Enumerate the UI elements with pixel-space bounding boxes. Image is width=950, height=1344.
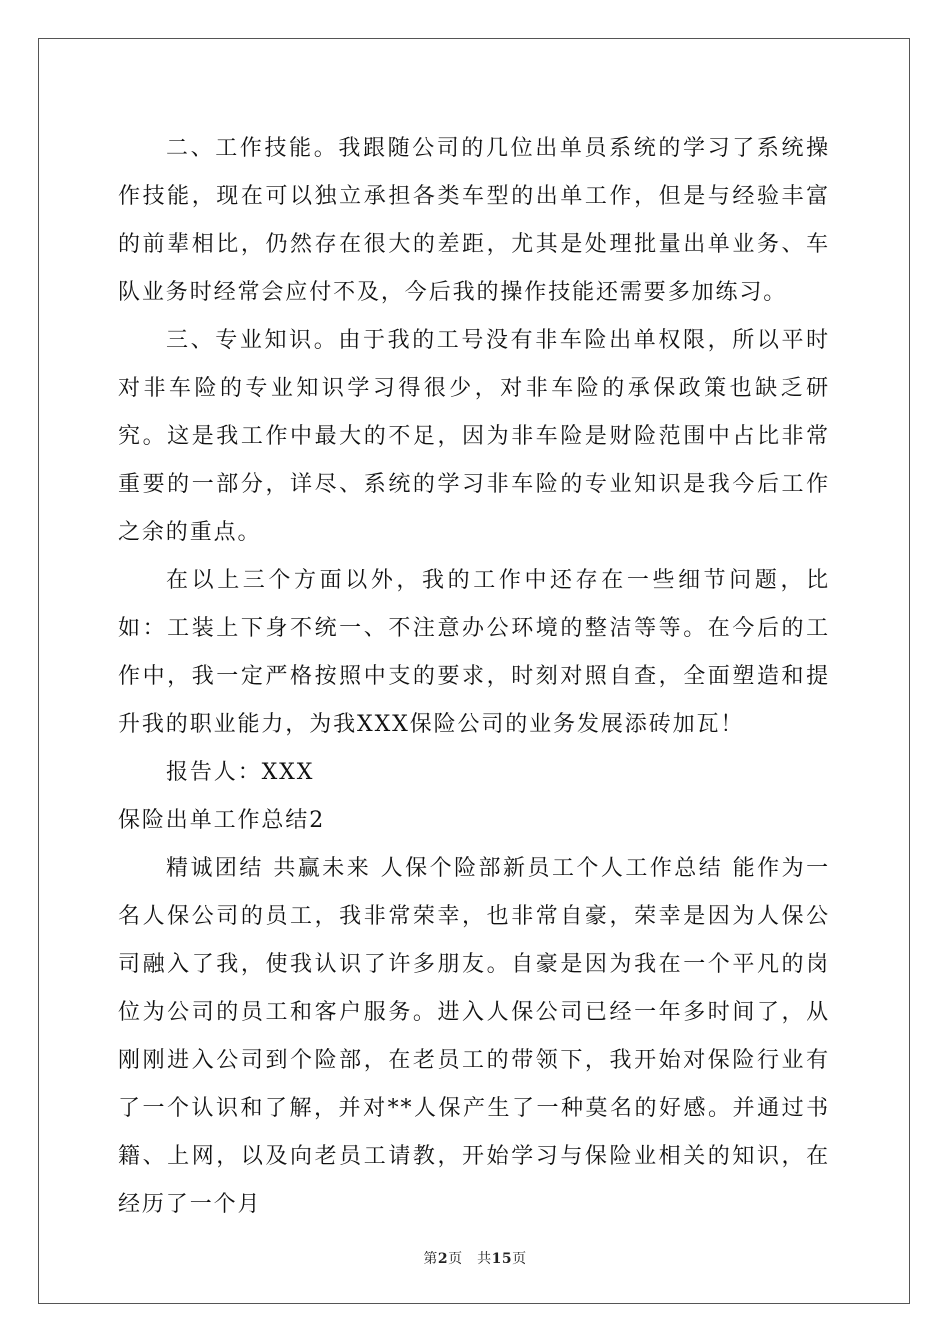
section-title: 保险出单工作总结2 bbox=[118, 808, 326, 833]
paragraph-work-skills: 二、工作技能。我跟随公司的几位出单员系统的学习了系统操作技能，现在可以独立承担各类车型的出单工作，但是与经验丰富的前辈相比，仍然存在很大的差距，尤其是处理批量出单业务、车队业务时经常会应付不及，今后我的操作技能还需要多加练习。 bbox=[118, 136, 830, 305]
reporter-line: 报告人：XXX bbox=[166, 760, 315, 785]
paragraph-other-issues: 在以上三个方面以外，我的工作中还存在一些细节问题，比如：工装上下身不统一、不注意办公环境的整洁等等。在今后的工作中，我一定严格按照中支的要求，时刻对照自查，全面塑造和提升我的职业能力，为我XXX保险公司的业务发展添砖加瓦！ bbox=[118, 568, 830, 737]
page-footer bbox=[0, 1248, 950, 1268]
footer-total-pages: 15 bbox=[491, 1251, 513, 1267]
footer-suffix: 页 bbox=[512, 1251, 527, 1267]
footer-prefix: 第 bbox=[423, 1251, 438, 1267]
paragraph-professional-knowledge: 三、专业知识。由于我的工号没有非车险出单权限，所以平时对非车险的专业知识学习得很少，对非车险的承保政策也缺乏研究。这是我工作中最大的不足，因为非车险是财险范围中占比非常重要的一部分，详尽、系统的学习非车险的专业知识是我今后工作之余的重点。 bbox=[118, 328, 830, 545]
footer-page-number: 2 bbox=[437, 1251, 449, 1267]
footer-middle: 页 共 bbox=[448, 1251, 492, 1267]
paragraph-section-2-intro: 精诚团结 共赢未来 人保个险部新员工个人工作总结 能作为一名人保公司的员工，我非常荣幸，也非常自豪，荣幸是因为人保公司融入了我，使我认识了许多朋友。自豪是因为我在一个平凡的岗位为公司的员工和客户服务。进入人保公司已经一年多时间了，从刚刚进入公司到个险部，在老员工的带领下，我开始对保险行业有了一个认识和了解，并对**人保产生了一种莫名的好感。并通过书籍、上网，以及向老员工请教，开始学习与保险业相关的知识，在经历了一个月 bbox=[118, 856, 830, 1217]
document-body bbox=[118, 125, 830, 1229]
